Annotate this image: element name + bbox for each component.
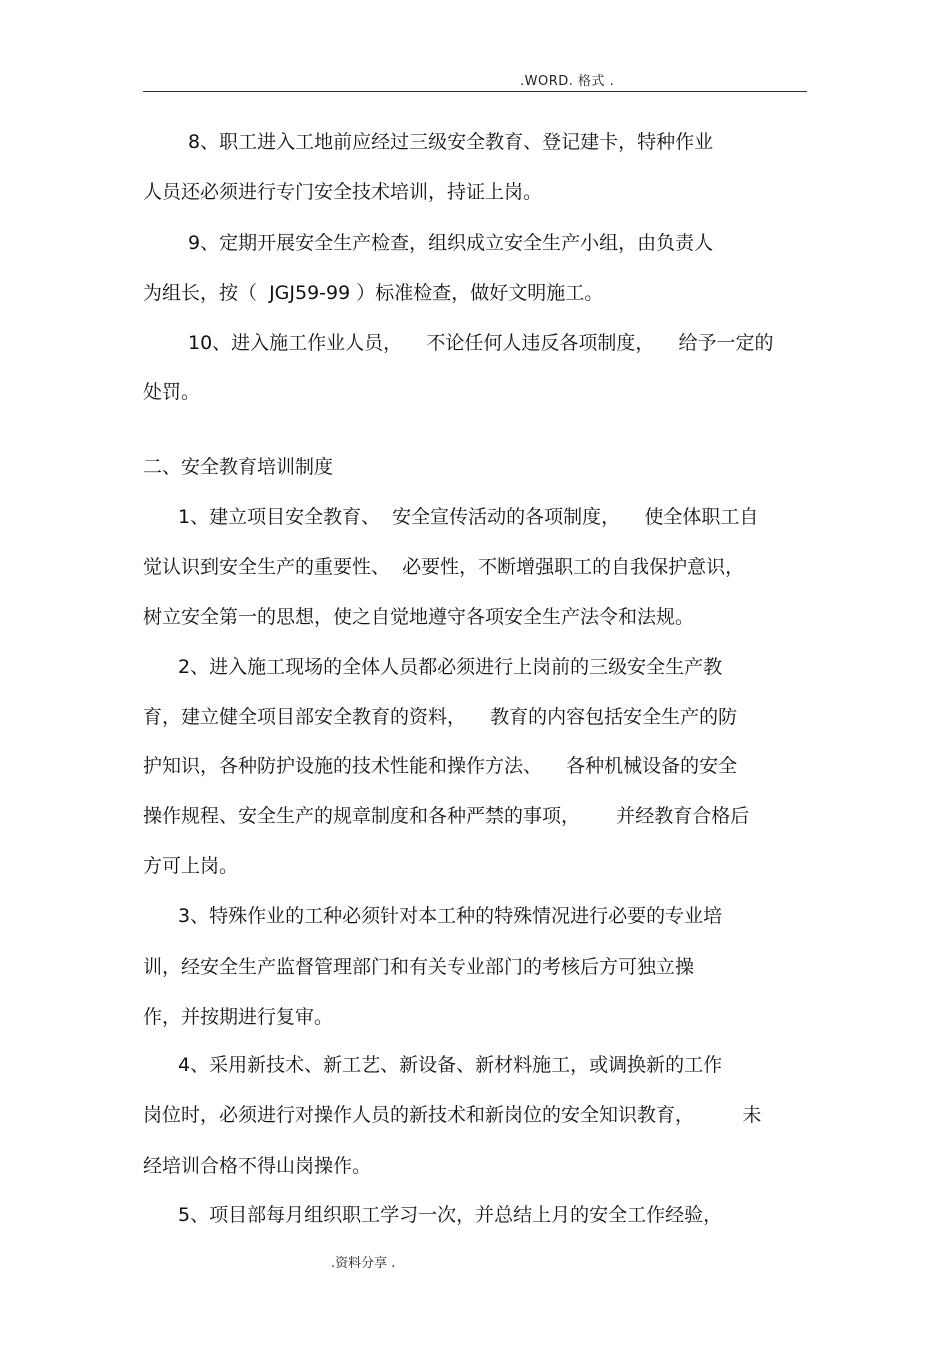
text-line: 处罚。 [143,381,201,403]
text-line: 9、定期开展安全生产检查，组织成立安全生产小组，由负责人 [188,232,714,254]
page-header: .WORD. 格式 . [520,74,615,89]
text-line: 作，并按期进行复审。 [143,1006,334,1028]
text-line: 8、职工进入工地前应经过三级安全教育、登记建卡，特种作业 [188,131,714,153]
text-line: 4、采用新技术、新工艺、新设备、新材料施工，或调换新的工作 [178,1054,723,1076]
text-line: 操作规程、安全生产的规章制度和各种严禁的事项， 并经教育合格后 [143,805,750,827]
text-line: 2、进入施工现场的全体人员都必须进行上岗前的三级安全生产教 [178,656,723,678]
header-divider [143,91,807,92]
text-line: 人员还必须进行专门安全技术培训，持证上岗。 [143,181,543,203]
page-footer: .资料分享 . [331,1256,396,1271]
text-line: 经培训合格不得山岗操作。 [143,1155,372,1177]
text-line: 护知识，各种防护设施的技术性能和操作方法、 各种机械设备的安全 [143,755,738,777]
section-heading: 二、安全教育培训制度 [143,456,334,478]
text-line: 10、进入施工作业人员， 不论任何人违反各项制度， 给予一定的 [188,332,774,354]
text-line: 育，建立健全项目部安全教育的资料， 教育的内容包括安全生产的防 [143,706,738,728]
text-line: 1、建立项目安全教育、 安全宣传活动的各项制度， 使全体职工自 [178,506,759,528]
text-line: 树立安全第一的思想，使之自觉地遵守各项安全生产法令和法规。 [143,606,695,628]
text-line: 3、特殊作业的工种必须针对本工种的特殊情况进行必要的专业培 [178,905,723,927]
text-line: 方可上岗。 [143,855,239,877]
text-line: 为组长，按（ JGJ59-99 ）标准检查，做好文明施工。 [143,282,604,304]
text-line: 训，经安全生产监督管理部门和有关专业部门的考核后方可独立操 [143,956,695,978]
text-line: 岗位时，必须进行对操作人员的新技术和新岗位的安全知识教育， 未 [143,1104,762,1126]
text-line: 觉认识到安全生产的重要性、 必要性，不断增强职工的自我保护意识， [143,556,745,578]
text-line: 5、项目部每月组织职工学习一次，并总结上月的安全工作经验， [178,1204,723,1226]
